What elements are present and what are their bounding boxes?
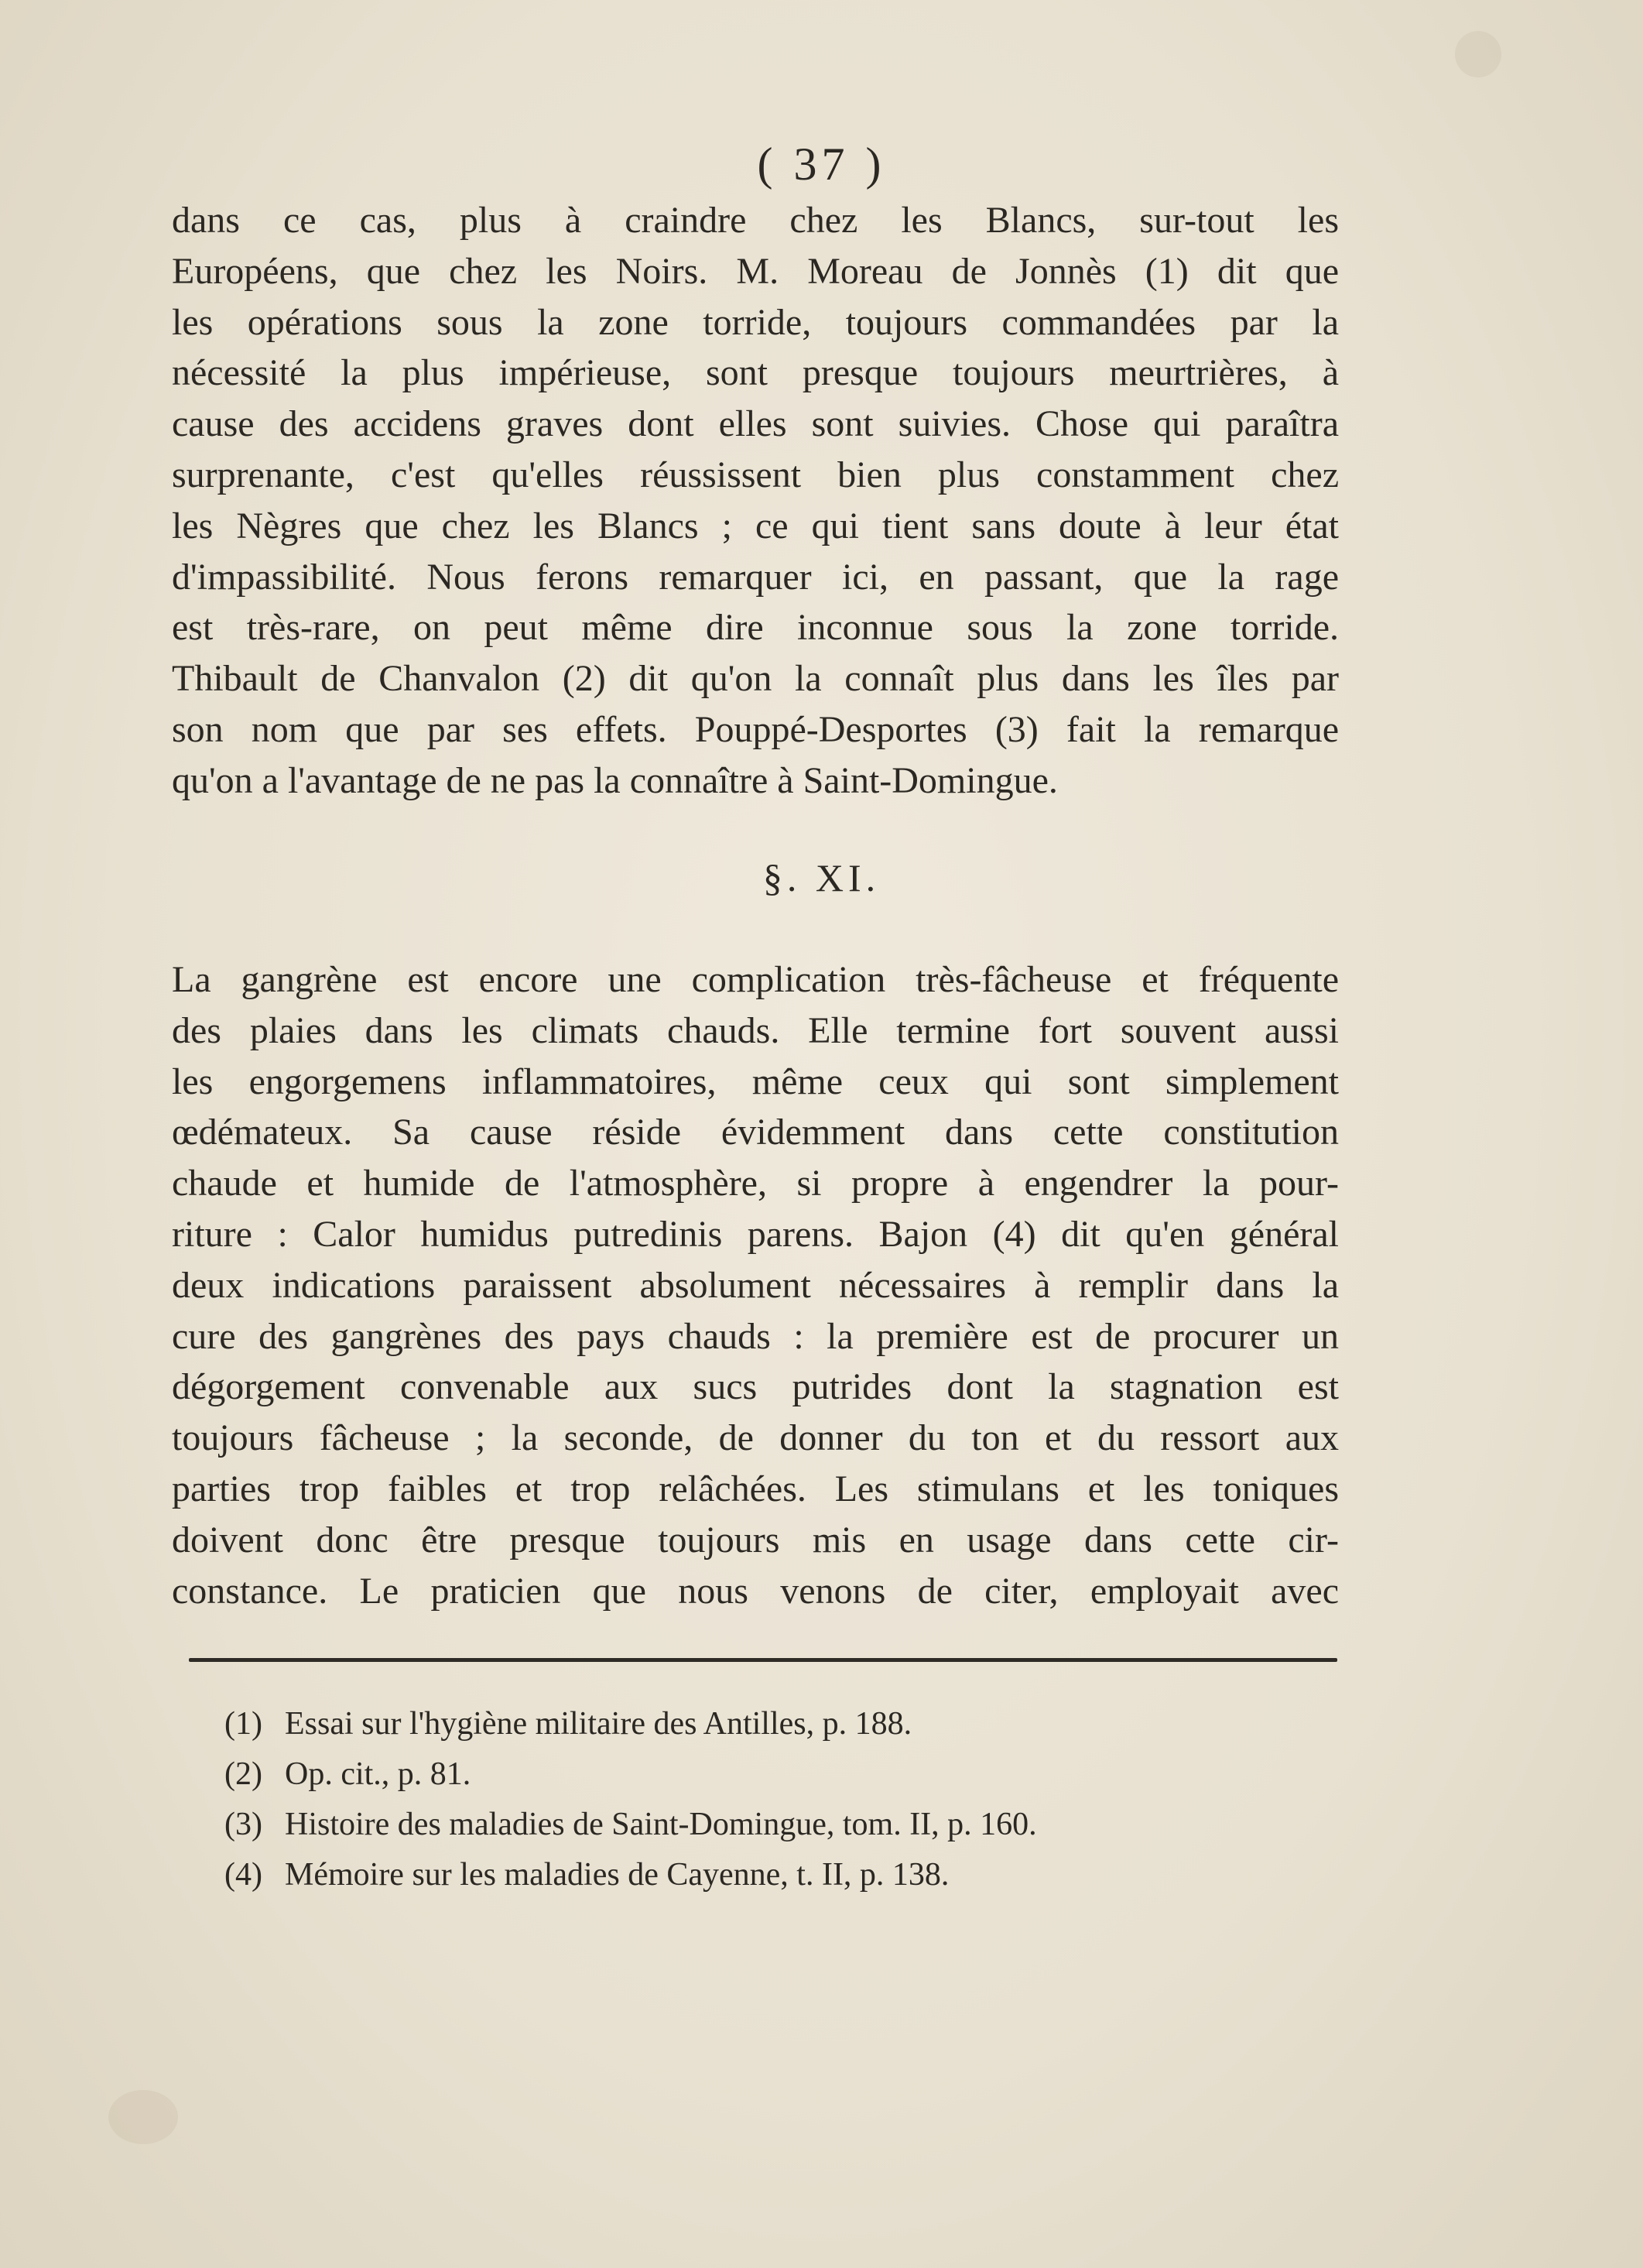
text-line: doivent donc être presque toujours mis en usage dans cette cir- xyxy=(172,1519,1339,1561)
footnote-separator xyxy=(189,1658,1337,1662)
footnote-text: Op. cit., p. 81. xyxy=(285,1756,471,1792)
text-line: surprenante, c'est qu'elles réussissent bien plus constamment chez xyxy=(172,454,1339,495)
footnote-number: (2) xyxy=(224,1756,262,1792)
footnote-number: (3) xyxy=(224,1807,262,1842)
text-line: les Nègres que chez les Blancs ; ce qui tient sans doute à leur état xyxy=(172,505,1339,546)
footnote xyxy=(224,1699,1231,1749)
text-line: nécessité la plus impérieuse, sont presque toujours meurtrières, à xyxy=(172,352,1339,394)
text-line: qu'on a l'avantage de ne pas la connaître à Saint-Domingue. xyxy=(172,759,1058,801)
text-line: toujours fâcheuse ; la seconde, de donner du ton et du ressort aux xyxy=(172,1417,1339,1459)
footnotes xyxy=(224,1699,1231,1900)
footnote xyxy=(224,1800,1231,1850)
text-line: cause des accidens graves dont elles sont suivies. Chose qui paraîtra xyxy=(172,403,1339,445)
text-line: Européens, que chez les Noirs. M. Moreau de Jonnès (1) dit que xyxy=(172,250,1339,292)
text-line: chaude et humide de l'atmosphère, si propre à engendrer la pour- xyxy=(172,1163,1339,1204)
footnote-text: Histoire des maladies de Saint-Domingue, tom. II, p. 160. xyxy=(285,1807,1037,1842)
text-line: dégorgement convenable aux sucs putrides dont la stagnation est xyxy=(172,1366,1339,1408)
footnote-text: Essai sur l'hygiène militaire des Antilles, p. 188. xyxy=(285,1706,912,1742)
footnote-number: (1) xyxy=(224,1706,262,1742)
text-line: est très-rare, on peut même dire inconnue sous la zone torride. xyxy=(172,607,1339,649)
text-line: deux indications paraissent absolument nécessaires à remplir dans la xyxy=(172,1264,1339,1306)
text-line: des plaies dans les climats chauds. Elle termine fort souvent aussi xyxy=(172,1009,1339,1051)
text-line: œdémateux. Sa cause réside évidemment dans cette constitution xyxy=(172,1112,1339,1153)
text-line: parties trop faibles et trop relâchées. Les stimulans et les toniques xyxy=(172,1468,1339,1509)
text-line: cure des gangrènes des pays chauds : la première est de procurer un xyxy=(172,1315,1339,1357)
paragraph-1 xyxy=(172,195,1339,807)
text-line: riture : Calor humidus putredinis parens. Bajon (4) dit qu'en général xyxy=(172,1213,1339,1255)
text-line: La gangrène est encore une complication très-fâcheuse et fréquente xyxy=(172,959,1339,1000)
paper-stain xyxy=(1455,31,1501,77)
page-number: ( 37 ) xyxy=(757,139,886,190)
footnote xyxy=(224,1850,1231,1900)
text-line: Thibault de Chanvalon (2) dit qu'on la connaît plus dans les îles par xyxy=(172,658,1339,700)
text-line: d'impassibilité. Nous ferons remarquer ici, en passant, que la rage xyxy=(172,556,1339,598)
text-line: les opérations sous la zone torride, toujours commandées par la xyxy=(172,301,1339,343)
footnote-text: Mémoire sur les maladies de Cayenne, t. II, p. 138. xyxy=(285,1857,950,1893)
footnote-number: (4) xyxy=(224,1857,262,1893)
paragraph-2 xyxy=(172,954,1339,1616)
paper-stain xyxy=(108,2090,178,2144)
text-line: son nom que par ses effets. Pouppé-Desportes (3) fait la remarque xyxy=(172,708,1339,750)
text-line: dans ce cas, plus à craindre chez les Blancs, sur-tout les xyxy=(172,200,1339,241)
text-line: constance. Le praticien que nous venons de citer, employait avec xyxy=(172,1570,1339,1612)
footnote xyxy=(224,1749,1231,1800)
section-heading: §. XI. xyxy=(762,856,881,899)
text-line: les engorgemens inflammatoires, même ceux qui sont simplement xyxy=(172,1060,1339,1102)
